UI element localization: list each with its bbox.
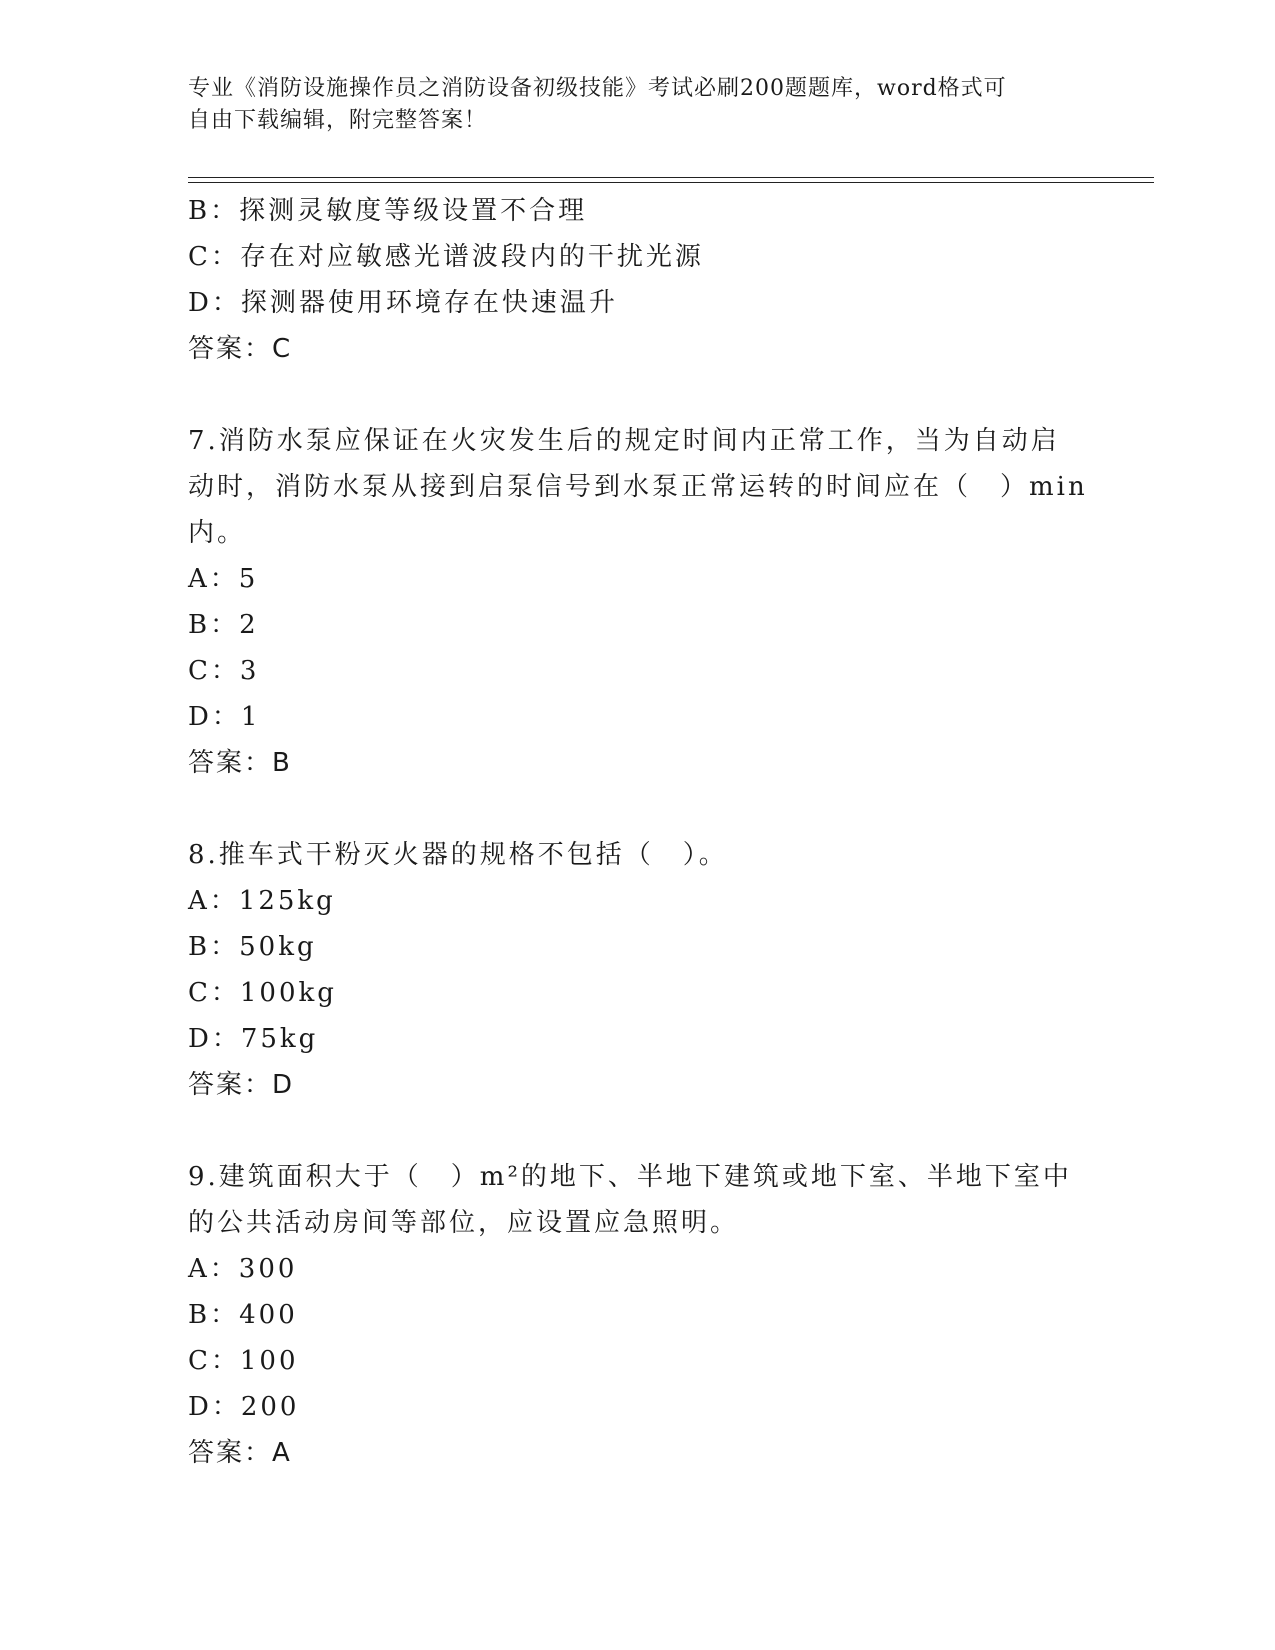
option-c: C：存在对应敏感光谱波段内的干扰光源	[188, 242, 704, 272]
question-7	[188, 418, 1088, 786]
option-c: C：100	[188, 1346, 299, 1376]
question-9	[188, 1154, 1088, 1476]
answer-label: 答案：C	[188, 334, 293, 364]
question-6-continuation	[188, 188, 1088, 372]
question-text-line: 内。	[188, 518, 247, 548]
answer-label: 答案：A	[188, 1438, 292, 1468]
option-d: D：200	[188, 1392, 300, 1422]
question-text-line: 动时，消防水泵从接到启泵信号到水泵正常运转的时间应在（ ）min	[188, 472, 1088, 502]
question-text-line: 的公共活动房间等部位，应设置应急照明。	[188, 1208, 740, 1238]
spacer	[188, 786, 1088, 832]
answer-label: 答案：D	[188, 1070, 295, 1100]
option-c: C：100kg	[188, 978, 337, 1008]
spacer	[188, 1108, 1088, 1154]
option-c: C：3	[188, 656, 260, 686]
question-list	[188, 188, 1088, 1476]
option-b: B：400	[188, 1300, 298, 1330]
answer-label: 答案：B	[188, 748, 292, 778]
option-d: D：探测器使用环境存在快速温升	[188, 288, 618, 318]
option-b: B：探测灵敏度等级设置不合理	[188, 196, 588, 226]
header-divider-bottom	[188, 182, 1154, 183]
header-line-2: 自由下载编辑，附完整答案！	[188, 108, 488, 133]
option-b: B：50kg	[188, 932, 317, 962]
option-a: A：300	[188, 1254, 298, 1284]
question-text-line: 8.推车式干粉灭火器的规格不包括（ ）。	[188, 840, 728, 870]
question-text-line: 9.建筑面积大于（ ）m²的地下、半地下建筑或地下室、半地下室中	[188, 1162, 1072, 1192]
question-text-line: 7.消防水泵应保证在火灾发生后的规定时间内正常工作，当为自动启	[188, 426, 1060, 456]
header-divider-top	[188, 177, 1154, 178]
question-8	[188, 832, 1088, 1108]
document-header	[188, 73, 1068, 137]
option-a: A：125kg	[188, 886, 336, 916]
option-b: B：2	[188, 610, 259, 640]
option-d: D：75kg	[188, 1024, 319, 1054]
spacer	[188, 372, 1088, 418]
option-d: D：1	[188, 702, 261, 732]
option-a: A：5	[188, 564, 259, 594]
header-line-1: 专业《消防设施操作员之消防设备初级技能》考试必刷200题题库，word格式可	[188, 76, 1007, 101]
